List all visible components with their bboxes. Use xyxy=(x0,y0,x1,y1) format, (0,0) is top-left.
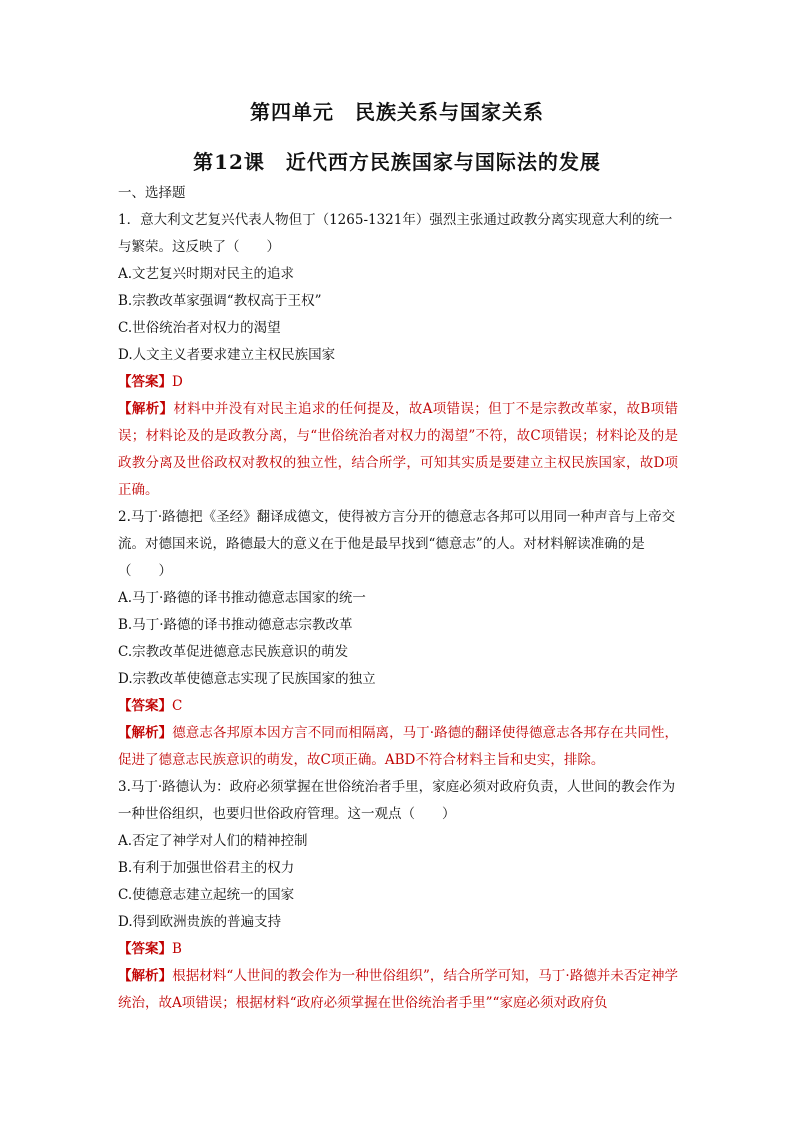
section-heading: 一、选择题 xyxy=(118,185,186,201)
option-c: C.世俗统治者对权力的渴望 xyxy=(118,320,281,336)
lesson-title: 第12课 近代西方民族国家与国际法的发展 xyxy=(193,150,601,174)
document-body xyxy=(118,180,678,1017)
answer-line xyxy=(118,693,678,720)
analysis-text: 德意志各邦原本因方言不同而相隔离，马丁·路德的翻译使得德意志各邦存在共同性，促进了德意志民族意识的萌发，故C项正确。ABD不符合材料主旨和史实，排除。 xyxy=(118,725,678,768)
question-3 xyxy=(118,774,678,1017)
option-d: D.得到欧洲贵族的普遍支持 xyxy=(118,914,282,930)
analysis-tag: 【解析】 xyxy=(118,401,174,417)
option-d: D.人文主义者要求建立主权民族国家 xyxy=(118,347,336,363)
option-a: A.文艺复兴时期对民主的追求 xyxy=(118,266,295,282)
option-a: A.马丁·路德的译书推动德意志国家的统一 xyxy=(118,590,366,606)
answer-line xyxy=(118,936,678,963)
analysis-paragraph xyxy=(118,963,678,1017)
question-stem: 2.马丁·路德把《圣经》翻译成德文，使得被方言分开的德意志各邦可以用同一种声音与上帝交流。对德国来说，路德最大的意义在于他是最早找到“德意志”的人。对材料解读准确的是（ ） xyxy=(118,509,676,579)
option-a: A.否定了神学对人们的精神控制 xyxy=(118,833,308,849)
option-c: C.宗教改革促进德意志民族意识的萌发 xyxy=(118,644,349,660)
analysis-text: 材料中并没有对民主追求的任何提及，故A项错误；但丁不是宗教改革家，故B项错误；材料论及的是政教分离，与“世俗统治者对权力的渴望”不符，故C项错误；材料论及的是政教分离及世俗政权对教权的独立性，结合所学，可知其实质是要建立主权民族国家，故D项正确。 xyxy=(118,401,679,498)
option-b: B.宗教改革家强调“教权高于王权” xyxy=(118,293,322,309)
analysis-paragraph xyxy=(118,396,678,504)
option-d: D.宗教改革使德意志实现了民族国家的独立 xyxy=(118,671,376,687)
question-1 xyxy=(118,207,678,504)
question-2 xyxy=(118,504,678,774)
question-stem: 3.马丁·路德认为：政府必须掌握在世俗统治者手里，家庭必须对政府负责，人世间的教会作为一种世俗组织，也要归世俗政府管理。这一观点（ ） xyxy=(118,779,676,822)
analysis-tag: 【解析】 xyxy=(118,725,173,741)
answer-line xyxy=(118,369,678,396)
answer-value: D xyxy=(172,374,183,390)
unit-title: 第四单元 民族关系与国家关系 xyxy=(250,100,544,124)
analysis-tag: 【解析】 xyxy=(118,968,173,984)
answer-tag: 【答案】 xyxy=(118,698,172,714)
answer-tag: 【答案】 xyxy=(118,374,172,390)
option-b: B.马丁·路德的译书推动德意志宗教改革 xyxy=(118,617,353,633)
answer-tag: 【答案】 xyxy=(118,941,172,957)
option-b: B.有利于加强世俗君主的权力 xyxy=(118,860,295,876)
answer-value: B xyxy=(172,941,182,957)
question-stem: 1．意大利文艺复兴代表人物但丁（1265-1321年）强烈主张通过政教分离实现意大利的统一与繁荣。这反映了（ ） xyxy=(118,212,673,255)
option-c: C.使德意志建立起统一的国家 xyxy=(118,887,295,903)
analysis-text: 根据材料“人世间的教会作为一种世俗组织”，结合所学可知，马丁·路德并未否定神学统治，故A项错误；根据材料“政府必须掌握在世俗统治者手里”“家庭必须对政府负 xyxy=(118,968,679,1011)
answer-value: C xyxy=(172,698,183,714)
analysis-paragraph xyxy=(118,720,678,774)
